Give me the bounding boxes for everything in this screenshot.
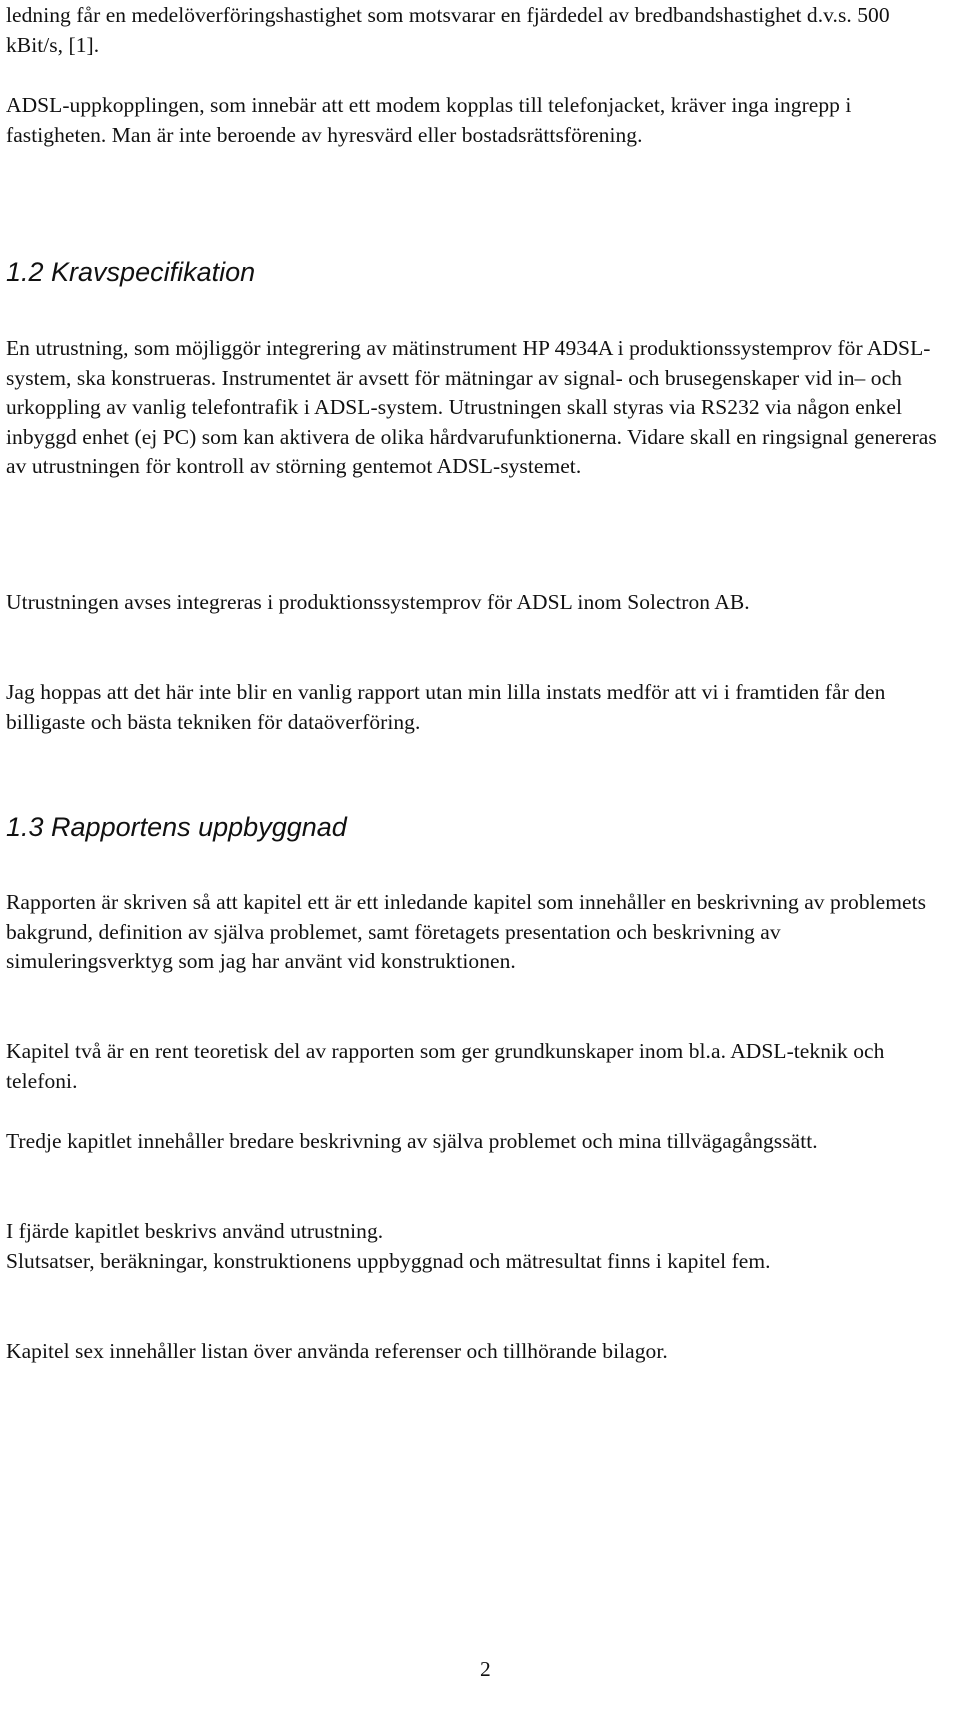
rapport-paragraph-4 — [6, 1217, 941, 1276]
rapport-paragraph-1: Rapporten är skriven så att kapitel ett är ett inledande kapitel som innehåller en beskrivning av problemets bakgrund, definition av själva problemet, samt företagets presentation och beskrivning av simuleringsverktyg som jag har använt vid konstruktionen. — [6, 890, 927, 973]
rapport-paragraph-4-line-2: Slutsatser, beräkningar, konstruktionens uppbyggnad och mätresultat finns i kapitel fem. — [6, 1248, 771, 1273]
section-heading-kravspecifikation: 1.2 Kravspecifikation — [6, 257, 256, 287]
rapport-paragraph-3: Tredje kapitlet innehåller bredare beskrivning av själva problemet och mina tillvägagångssätt. — [6, 1129, 818, 1153]
rapport-paragraph-4-line-1: I fjärde kapitlet beskrivs använd utrustning. — [6, 1219, 384, 1243]
page-number: 2 — [480, 1657, 491, 1681]
intro-paragraph-1: ledning får en medelöverföringshastighet som motsvarar en fjärdedel av bredbandshastighet d.v.s. 500 kBit/s, [1]. — [6, 3, 890, 57]
kravspec-paragraph-3: Jag hoppas att det här inte blir en vanlig rapport utan min lilla instats medför att vi i framtiden får den billigaste och bästa tekniken för dataöverföring. — [6, 680, 886, 734]
section-heading-rapportens-uppbyggnad: 1.3 Rapportens uppbyggnad — [6, 812, 347, 842]
document-page — [6, 0, 946, 1709]
intro-paragraph-2: ADSL-uppkopplingen, som innebär att ett modem kopplas till telefonjacket, kräver inga ingrepp i fastigheten. Man är inte beroende av hyresvärd eller bostadsrättsförening. — [6, 93, 852, 147]
kravspec-paragraph-1: En utrustning, som möjliggör integrering av mätinstrument HP 4934A i produktionssystemprov för ADSL-system, ska konstrueras. Instrumentet är avsett för mätningar av signal- och brusegenskaper vid in– och urkoppling av vanlig telefontrafik i ADSL-system. Utrustningen skall styras via RS232 via någon enkel inbyggd enhet (ej PC) som kan aktivera de olika hårdvarufunktionerna. Vidare skall en ringsignal genereras av utrustningen för kontroll av störning gentemot ADSL-systemet. — [6, 336, 937, 478]
rapport-paragraph-5: Kapitel sex innehåller listan över använda referenser och tillhörande bilagor. — [6, 1339, 668, 1363]
rapport-paragraph-2: Kapitel två är en rent teoretisk del av rapporten som ger grundkunskaper inom bl.a. ADSL-teknik och telefoni. — [6, 1039, 885, 1093]
kravspec-paragraph-2: Utrustningen avses integreras i produktionssystemprov för ADSL inom Solectron AB. — [6, 590, 750, 614]
